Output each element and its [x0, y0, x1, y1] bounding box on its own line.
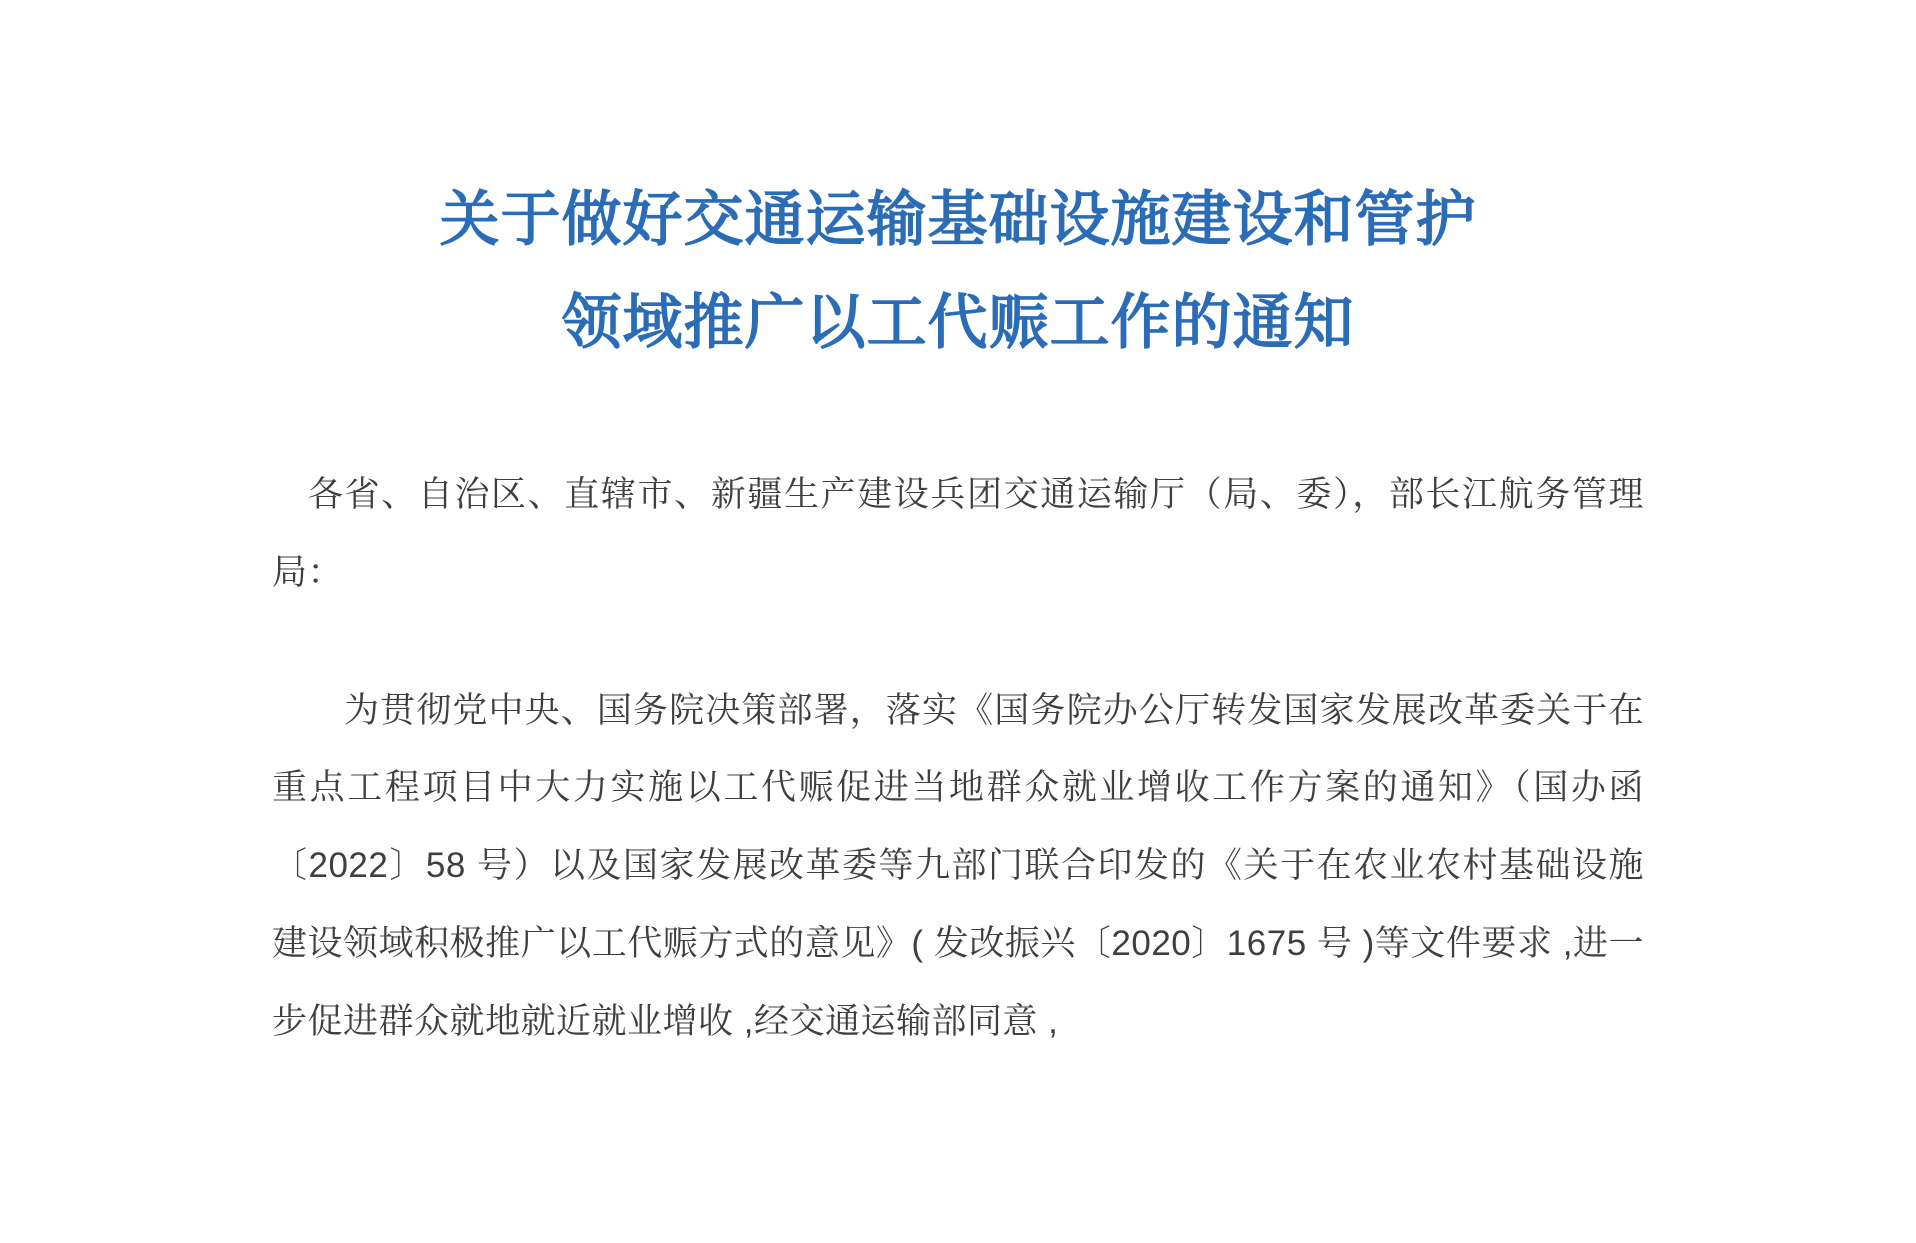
- body-paragraph-1: 为贯彻党中央、国务院决策部署，落实《国务院办公厅转发国家发展改革委关于在重点工程项目中大力实施以工代赈促进当地群众就业增收工作方案的通知》（国办函〔2022〕58 号）以及国家发展改革委等九部门联合印发的《关于在农业农村基础设施建设领域积极推广以工代赈方式的意见》( 发改振兴〔2020〕1675 号 )等文件要求 ,进一步促进群众就地就近就业增收 ,经交通运输部同意 ,: [272, 690, 1644, 1041]
- page-title-line-1: 关于做好交通运输基础设施建设和管护: [439, 186, 1477, 253]
- salutation-paragraph: 各省、自治区、直辖市、新疆生产建设兵团交通运输厅（局、委），部长江航务管理局：: [272, 475, 1644, 593]
- page-title: [272, 0, 1644, 374]
- document-content: [272, 0, 1644, 1060]
- document-body: [272, 456, 1644, 1060]
- page-title-line-2: 领域推广以工代赈工作的通知: [561, 289, 1355, 357]
